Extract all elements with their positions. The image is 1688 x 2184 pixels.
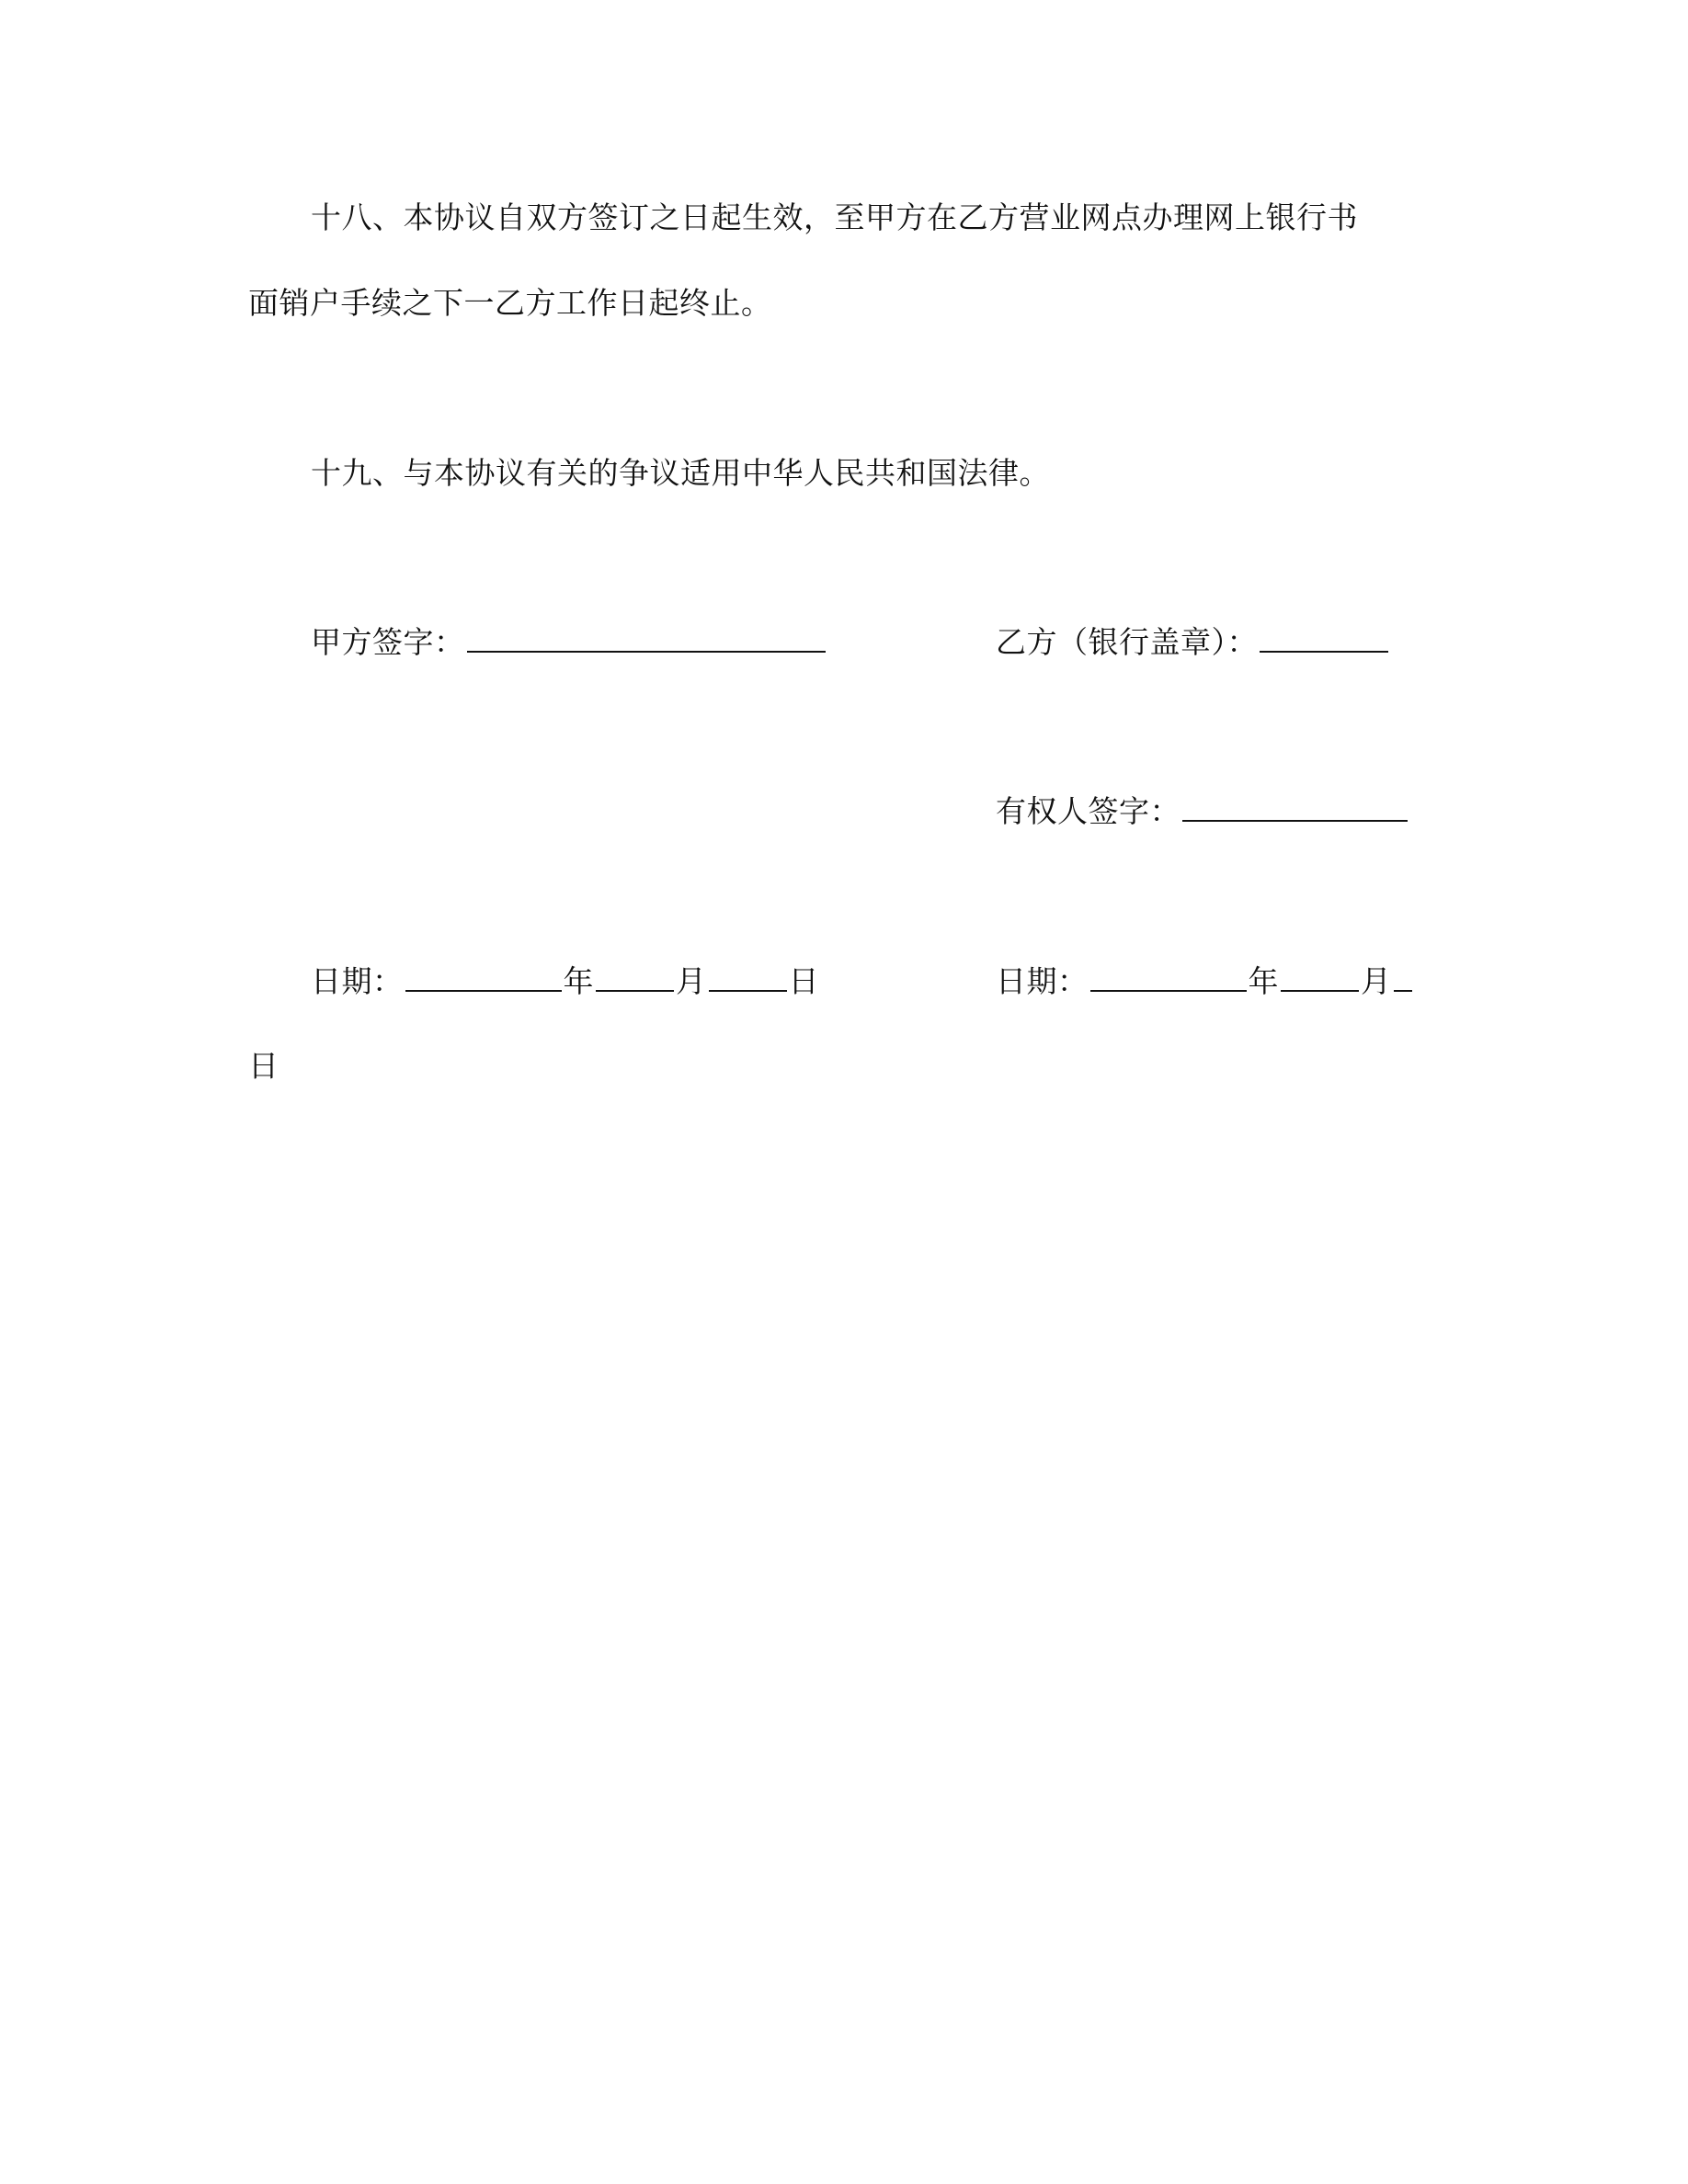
- authorized-signature-row: [996, 792, 1409, 830]
- clause-19: 十九、与本协议有关的争议适用中华人民共和国法律。: [311, 455, 1050, 491]
- date-a-month-blank[interactable]: [596, 962, 674, 992]
- clause-18-line-2: 面销户手续之下一乙方工作日起终止。: [248, 285, 772, 321]
- party-b-date-row: [996, 962, 1414, 1000]
- party-a-signature-label: 甲方签字：: [311, 624, 465, 660]
- date-a-year-label: 年: [563, 963, 594, 999]
- date-a-day-label: 日: [788, 963, 819, 999]
- date-b-year-label: 年: [1248, 963, 1279, 999]
- date-b-month-blank[interactable]: [1281, 962, 1359, 992]
- date-b-month-label: 月: [1361, 963, 1392, 999]
- date-b-label: 日期：: [996, 963, 1089, 999]
- authorized-signature-blank[interactable]: [1182, 792, 1408, 822]
- date-b-day-blank[interactable]: [1394, 962, 1412, 992]
- party-b-seal-row: [996, 623, 1390, 661]
- party-b-seal-label: 乙方（银行盖章）：: [996, 624, 1258, 660]
- date-a-month-label: 月: [676, 963, 707, 999]
- date-a-label: 日期：: [311, 963, 404, 999]
- date-a-day-blank[interactable]: [709, 962, 787, 992]
- party-b-seal-blank[interactable]: [1260, 623, 1388, 653]
- date-b-year-blank[interactable]: [1090, 962, 1247, 992]
- date-b-day-wrapped: 日: [248, 1048, 279, 1084]
- party-a-signature-blank[interactable]: [467, 623, 826, 653]
- clause-18-line-1: 十八、本协议自双方签订之日起生效，至甲方在乙方营业网点办理网上银行书: [311, 199, 1358, 235]
- party-a-signature-row: [311, 623, 827, 661]
- party-a-date-row: [311, 962, 819, 1000]
- authorized-signature-label: 有权人签字：: [996, 793, 1180, 829]
- date-a-year-blank[interactable]: [405, 962, 562, 992]
